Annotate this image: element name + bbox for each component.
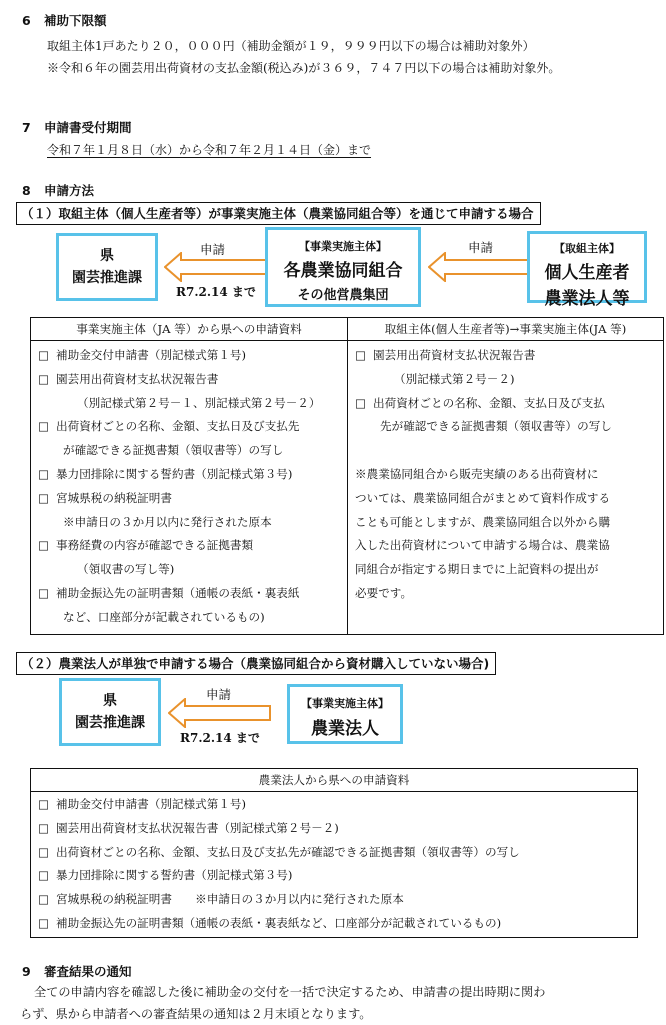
- list-item-text: 園芸用出荷資材支払状況報告書: [56, 371, 219, 386]
- checkbox-icon: □: [38, 585, 49, 600]
- case-1-heading: （１）取組主体（個人生産者等）が事業実施主体（農業協同組合等）を通じて申請する場合: [16, 202, 541, 225]
- deadline-label: R7.2.14 まで: [180, 731, 260, 745]
- table-header: 取組主体(個人生産者等)→事業実施主体(JA 等): [348, 318, 664, 341]
- list-item: [348, 439, 663, 463]
- list-item-text: 出荷資材ごとの名称、金額、支払日及び支払: [373, 395, 605, 410]
- list-item: [31, 841, 637, 865]
- list-item: [348, 344, 663, 368]
- checkbox-icon: □: [38, 466, 49, 481]
- list-item: [348, 392, 663, 416]
- checkbox-icon: □: [355, 348, 366, 362]
- box-tag: 【取組主体】: [554, 242, 620, 255]
- department-label: 園芸推進課: [72, 270, 142, 286]
- checkbox-icon: □: [355, 395, 366, 410]
- list-item-text: （別記様式第２号－２): [394, 371, 515, 386]
- section-title: 申請書受付期間: [44, 120, 132, 135]
- list-item-text: ついては、農業協同組合がまとめて資料作成する: [355, 490, 611, 505]
- box-tag: 【事業実施主体】: [301, 697, 389, 710]
- table-cell: [31, 792, 638, 938]
- list-item: [348, 463, 663, 487]
- box-title: 農業法人: [311, 719, 379, 739]
- section-8-heading: [22, 181, 94, 199]
- list-item-text: 補助金交付申請書（別記様式第１号): [56, 797, 247, 811]
- list-item-text: 園芸用出荷資材支払状況報告書（別記様式第２号－２): [56, 820, 339, 835]
- list-item: [31, 415, 347, 439]
- applicant-box: [527, 231, 647, 309]
- prefecture-label: 県: [103, 693, 117, 709]
- prefecture-label: 県: [100, 248, 114, 264]
- list-item: [31, 606, 347, 630]
- section-number: 8: [22, 183, 31, 198]
- section-9-line-2: らず、県から申請者への審査結果の通知は２月末頃となります。: [20, 1007, 372, 1021]
- list-item-text: 宮城県税の納税証明書 ※申請日の３か月以内に発行された原本: [56, 892, 404, 907]
- table-cell-col1: [31, 341, 348, 635]
- list-item: [31, 817, 637, 841]
- section-title: 審査結果の通知: [44, 964, 132, 979]
- list-item: [31, 534, 347, 558]
- checkbox-icon: □: [38, 419, 49, 434]
- list-item-text: 補助金振込先の証明書類（通帳の表紙・裏表紙など、口座部分が記載されているもの): [56, 915, 502, 930]
- checkbox-icon: □: [38, 538, 49, 553]
- box-tag: 【事業実施主体】: [299, 240, 387, 253]
- section-title: 申請方法: [44, 183, 95, 198]
- arrow-label: 申請: [206, 687, 232, 702]
- list-item-text: 暴力団排除に関する誓約書（別記様式第３号): [56, 466, 293, 481]
- list-item: [31, 511, 347, 535]
- list-item-text: ことも可能としますが、農業協同組合以外から購: [355, 514, 611, 529]
- case-1-table: [30, 317, 664, 635]
- list-item-text: （領収書の写し等): [77, 562, 175, 577]
- list-item-text: （別記様式第２号－１、別記様式第２号－２）: [77, 395, 321, 410]
- list-item: [31, 487, 347, 511]
- box-subtitle: 農業法人等: [544, 289, 630, 309]
- checkbox-icon: □: [38, 371, 49, 386]
- list-item: [31, 793, 637, 817]
- application-period: 令和７年１月８日（水）から令和７年２月１４日（金）まで: [47, 143, 372, 157]
- checkbox-icon: □: [38, 844, 49, 859]
- list-item: [31, 864, 637, 888]
- section-number: 7: [22, 120, 31, 135]
- list-item: [31, 439, 347, 463]
- list-item-text: 宮城県税の納税証明書: [56, 490, 172, 505]
- list-item: [348, 558, 663, 582]
- list-item: [31, 368, 347, 392]
- list-item-text: 出荷資材ごとの名称、金額、支払日及び支払先が確認できる証拠書類（領収書等）の写し: [56, 844, 520, 859]
- table-header: 農業法人から県への申請資料: [31, 769, 638, 792]
- list-item-text: 事務経費の内容が確認できる証拠書類: [56, 538, 254, 553]
- list-item-text: 出荷資材ごとの名称、金額、支払日及び支払先: [56, 419, 300, 434]
- list-item-text: 補助金振込先の証明書類（通帳の表紙・裏表紙: [56, 585, 300, 600]
- section-title: 補助下限額: [44, 13, 107, 28]
- table-cell-col2: [348, 341, 664, 635]
- case-2-heading: （２）農業法人が単独で申請する場合（農業協同組合から資材購入していない場合): [16, 652, 496, 675]
- deadline-label: R7.2.14 まで: [176, 285, 256, 299]
- checkbox-icon: □: [38, 892, 49, 907]
- list-item-text: ※農業協同組合から販売実績のある出荷資材に: [355, 466, 599, 481]
- list-item-text: 入した出荷資材について申請する場合は、農業協: [355, 538, 610, 553]
- list-item: [31, 582, 347, 606]
- box-subtitle: その他営農集団: [297, 288, 389, 303]
- list-item: [348, 582, 663, 606]
- list-item: [31, 392, 347, 416]
- checkbox-icon: □: [38, 797, 49, 811]
- checkbox-icon: □: [38, 868, 49, 883]
- section-9-heading: [22, 962, 132, 980]
- list-item: [31, 463, 347, 487]
- list-item-text: 同組合が指定する期日までに上記資料の提出が: [355, 562, 599, 577]
- case-2-table: [30, 768, 638, 938]
- checkbox-icon: □: [38, 348, 49, 362]
- list-item-text: 先が確認できる証拠書類（領収書等）の写し: [380, 419, 612, 434]
- section-7-heading: [22, 118, 132, 136]
- prefecture-box: [59, 678, 161, 746]
- implementing-body-box: [287, 684, 403, 744]
- box-title: 個人生産者: [544, 263, 630, 283]
- section-6-line-2: ※令和６年の園芸用出荷資材の支払金額(税込み)が３６９，７４７円以下の場合は補助対象外。: [47, 61, 561, 75]
- list-item: [31, 558, 347, 582]
- checkbox-icon: □: [38, 915, 49, 930]
- section-6-line-1: 取組主体1戸あたり２０，０００円（補助金額が１９，９９９円以下の場合は補助対象外）: [47, 39, 535, 53]
- list-item-text: 補助金交付申請書（別記様式第１号): [56, 348, 247, 362]
- list-item: [348, 487, 663, 511]
- section-9-line-1: 全ての申請内容を確認した後に補助金の交付を一括で決定するため、申請書の提出時期に関わ: [34, 985, 546, 999]
- list-item: [348, 415, 663, 439]
- arrow-label: 申請: [468, 240, 494, 255]
- list-item: [348, 534, 663, 558]
- table-header: 事業実施主体（JA 等）から県への申請資料: [31, 318, 348, 341]
- list-item: [31, 888, 637, 912]
- prefecture-box: [56, 233, 158, 301]
- implementing-body-box: [265, 227, 421, 307]
- list-item: [31, 344, 347, 368]
- checkbox-icon: □: [38, 490, 49, 505]
- department-label: 園芸推進課: [75, 715, 145, 731]
- section-number: 6: [22, 13, 31, 28]
- arrow-label: 申請: [200, 242, 226, 257]
- list-item-text: 園芸用出荷資材支払状況報告書: [373, 348, 536, 362]
- list-item-text: ※申請日の３か月以内に発行された原本: [63, 514, 272, 529]
- checkbox-icon: □: [38, 820, 49, 835]
- list-item-text: 必要です。: [355, 585, 413, 600]
- section-6-heading: [22, 11, 107, 29]
- list-item-text: が確認できる証拠書類（領収書等）の写し: [63, 443, 284, 458]
- list-item: [348, 368, 663, 392]
- box-title: 各農業協同組合: [283, 261, 403, 281]
- list-item-text: など、口座部分が記載されているもの): [63, 609, 265, 624]
- list-item: [348, 511, 663, 535]
- list-item-text: 暴力団排除に関する誓約書（別記様式第３号): [56, 868, 293, 883]
- arrow-left-icon: [428, 252, 532, 282]
- list-item: [31, 912, 637, 936]
- section-number: 9: [22, 964, 31, 979]
